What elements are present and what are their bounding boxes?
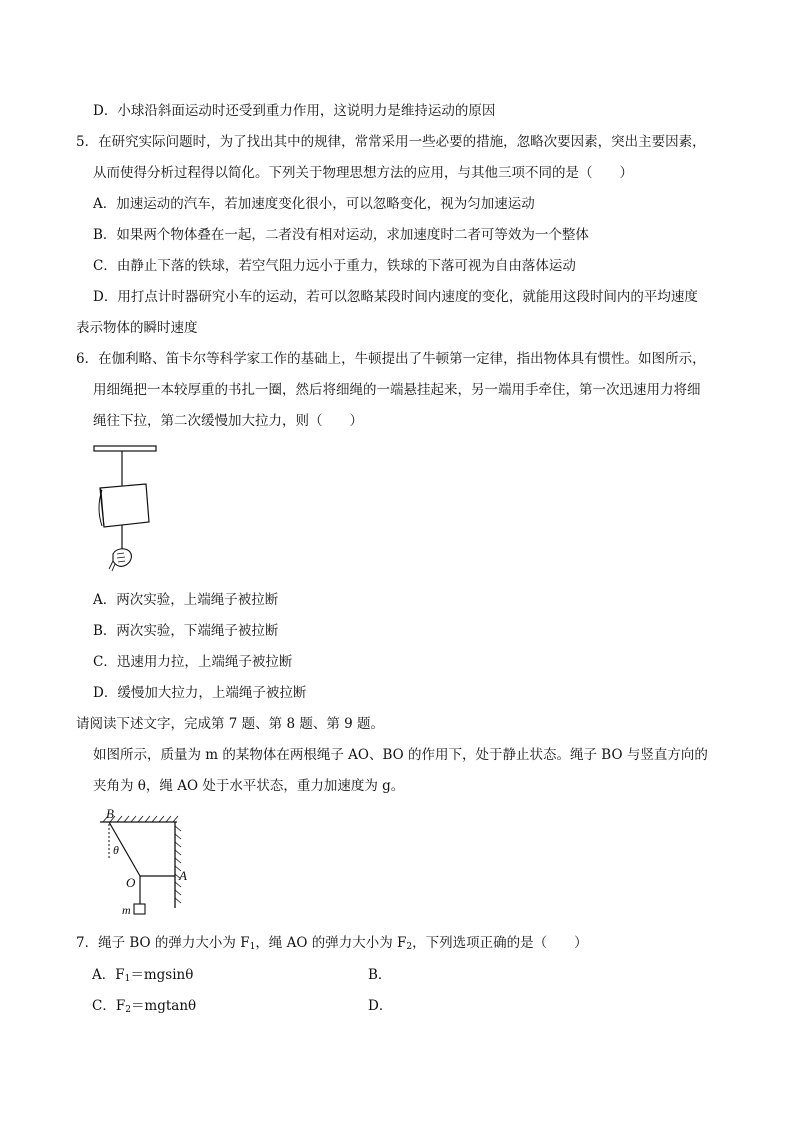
q7-stem: 7．绳子 BO 的弹力大小为 $F_1$，绳 AO 的弹力大小为 $F_2$，下列选项正确的是（ ） (76, 935, 588, 952)
label-m: m (122, 903, 131, 917)
ceiling-hatch (103, 816, 178, 822)
q7-option-c: C．$F_2=mgtan\theta$ (92, 998, 197, 1015)
q5-option-c: C．由静止下落的铁球，若空气阻力远小于重力，铁球的下落可视为自由落体运动 (93, 258, 576, 274)
ceiling-bar (94, 446, 156, 451)
rope-equilibrium-figure (95, 806, 195, 921)
book-hanging-figure (90, 442, 165, 577)
q7-option-d: D． (368, 998, 393, 1014)
q5-option-d-line-2: 表示物体的瞬时速度 (76, 320, 198, 336)
q5-option-d-line-1: D．用打点计时器研究小车的运动，若可以忽略某段时间内速度的变化，就能用这段时间内的平均速度 (93, 289, 698, 305)
q6-option-d: D．缓慢加大拉力，上端绳子被拉断 (93, 685, 307, 701)
q6-option-c: C．迅速用力拉，上端绳子被拉断 (93, 654, 293, 670)
q6-stem-line-3: 绳往下拉，第二次缓慢加大拉力，则（ ） (93, 413, 363, 429)
q5-stem-line-2: 从而使得分析过程得以简化。下列关于物理思想方法的应用，与其他三项不同的是（ ） (93, 165, 633, 181)
label-o: O (126, 875, 136, 890)
label-a: A (179, 868, 187, 883)
q6-option-b: B．两次实验，下端绳子被拉断 (93, 623, 279, 639)
passage-text-line-1: 如图所示，质量为 m 的某物体在两根绳子 AO、BO 的作用下，处于静止状态。绳子 BO 与竖直方向的 (93, 747, 708, 763)
q5-stem-line-1: 5．在研究实际问题时，为了找出其中的规律，常常采用一些必要的措施，忽略次要因素，突出主要因素， (76, 134, 706, 150)
q5-option-b: B．如果两个物体叠在一起，二者没有相对运动，求加速度时二者可等效为一个整体 (93, 227, 589, 243)
q7-option-a: A．$F_1=mgsin\theta$ (92, 967, 194, 984)
passage-text-line-2: 夹角为 θ，绳 AO 处于水平状态，重力加速度为 g。 (93, 778, 405, 794)
label-theta: θ (113, 843, 119, 857)
mass-block (134, 904, 145, 914)
q6-stem-line-2: 用细绳把一本较厚重的书扎一圈，然后将细绳的一端悬挂起来，另一端用手牵住，第一次迅速用力将细 (93, 382, 701, 398)
q5-option-a: A．加速运动的汽车，若加速度变化很小，可以忽略变化，视为匀加速运动 (93, 196, 535, 212)
q6-stem-line-1: 6．在伽利略、笛卡尔等科学家工作的基础上，牛顿提出了牛顿第一定律，指出物体具有惯性。如图所示， (76, 351, 706, 367)
q4-option-d: D．小球沿斜面运动时还受到重力作用，这说明力是维持运动的原因 (93, 103, 496, 119)
wall-hatch (175, 826, 181, 903)
q6-option-a: A．两次实验，上端绳子被拉断 (93, 592, 279, 608)
passage-intro: 请阅读下述文字，完成第 7 题、第 8 题、第 9 题。 (76, 716, 385, 732)
q7-option-b: B． (368, 967, 392, 983)
book (100, 484, 149, 527)
label-b: B (106, 806, 114, 821)
